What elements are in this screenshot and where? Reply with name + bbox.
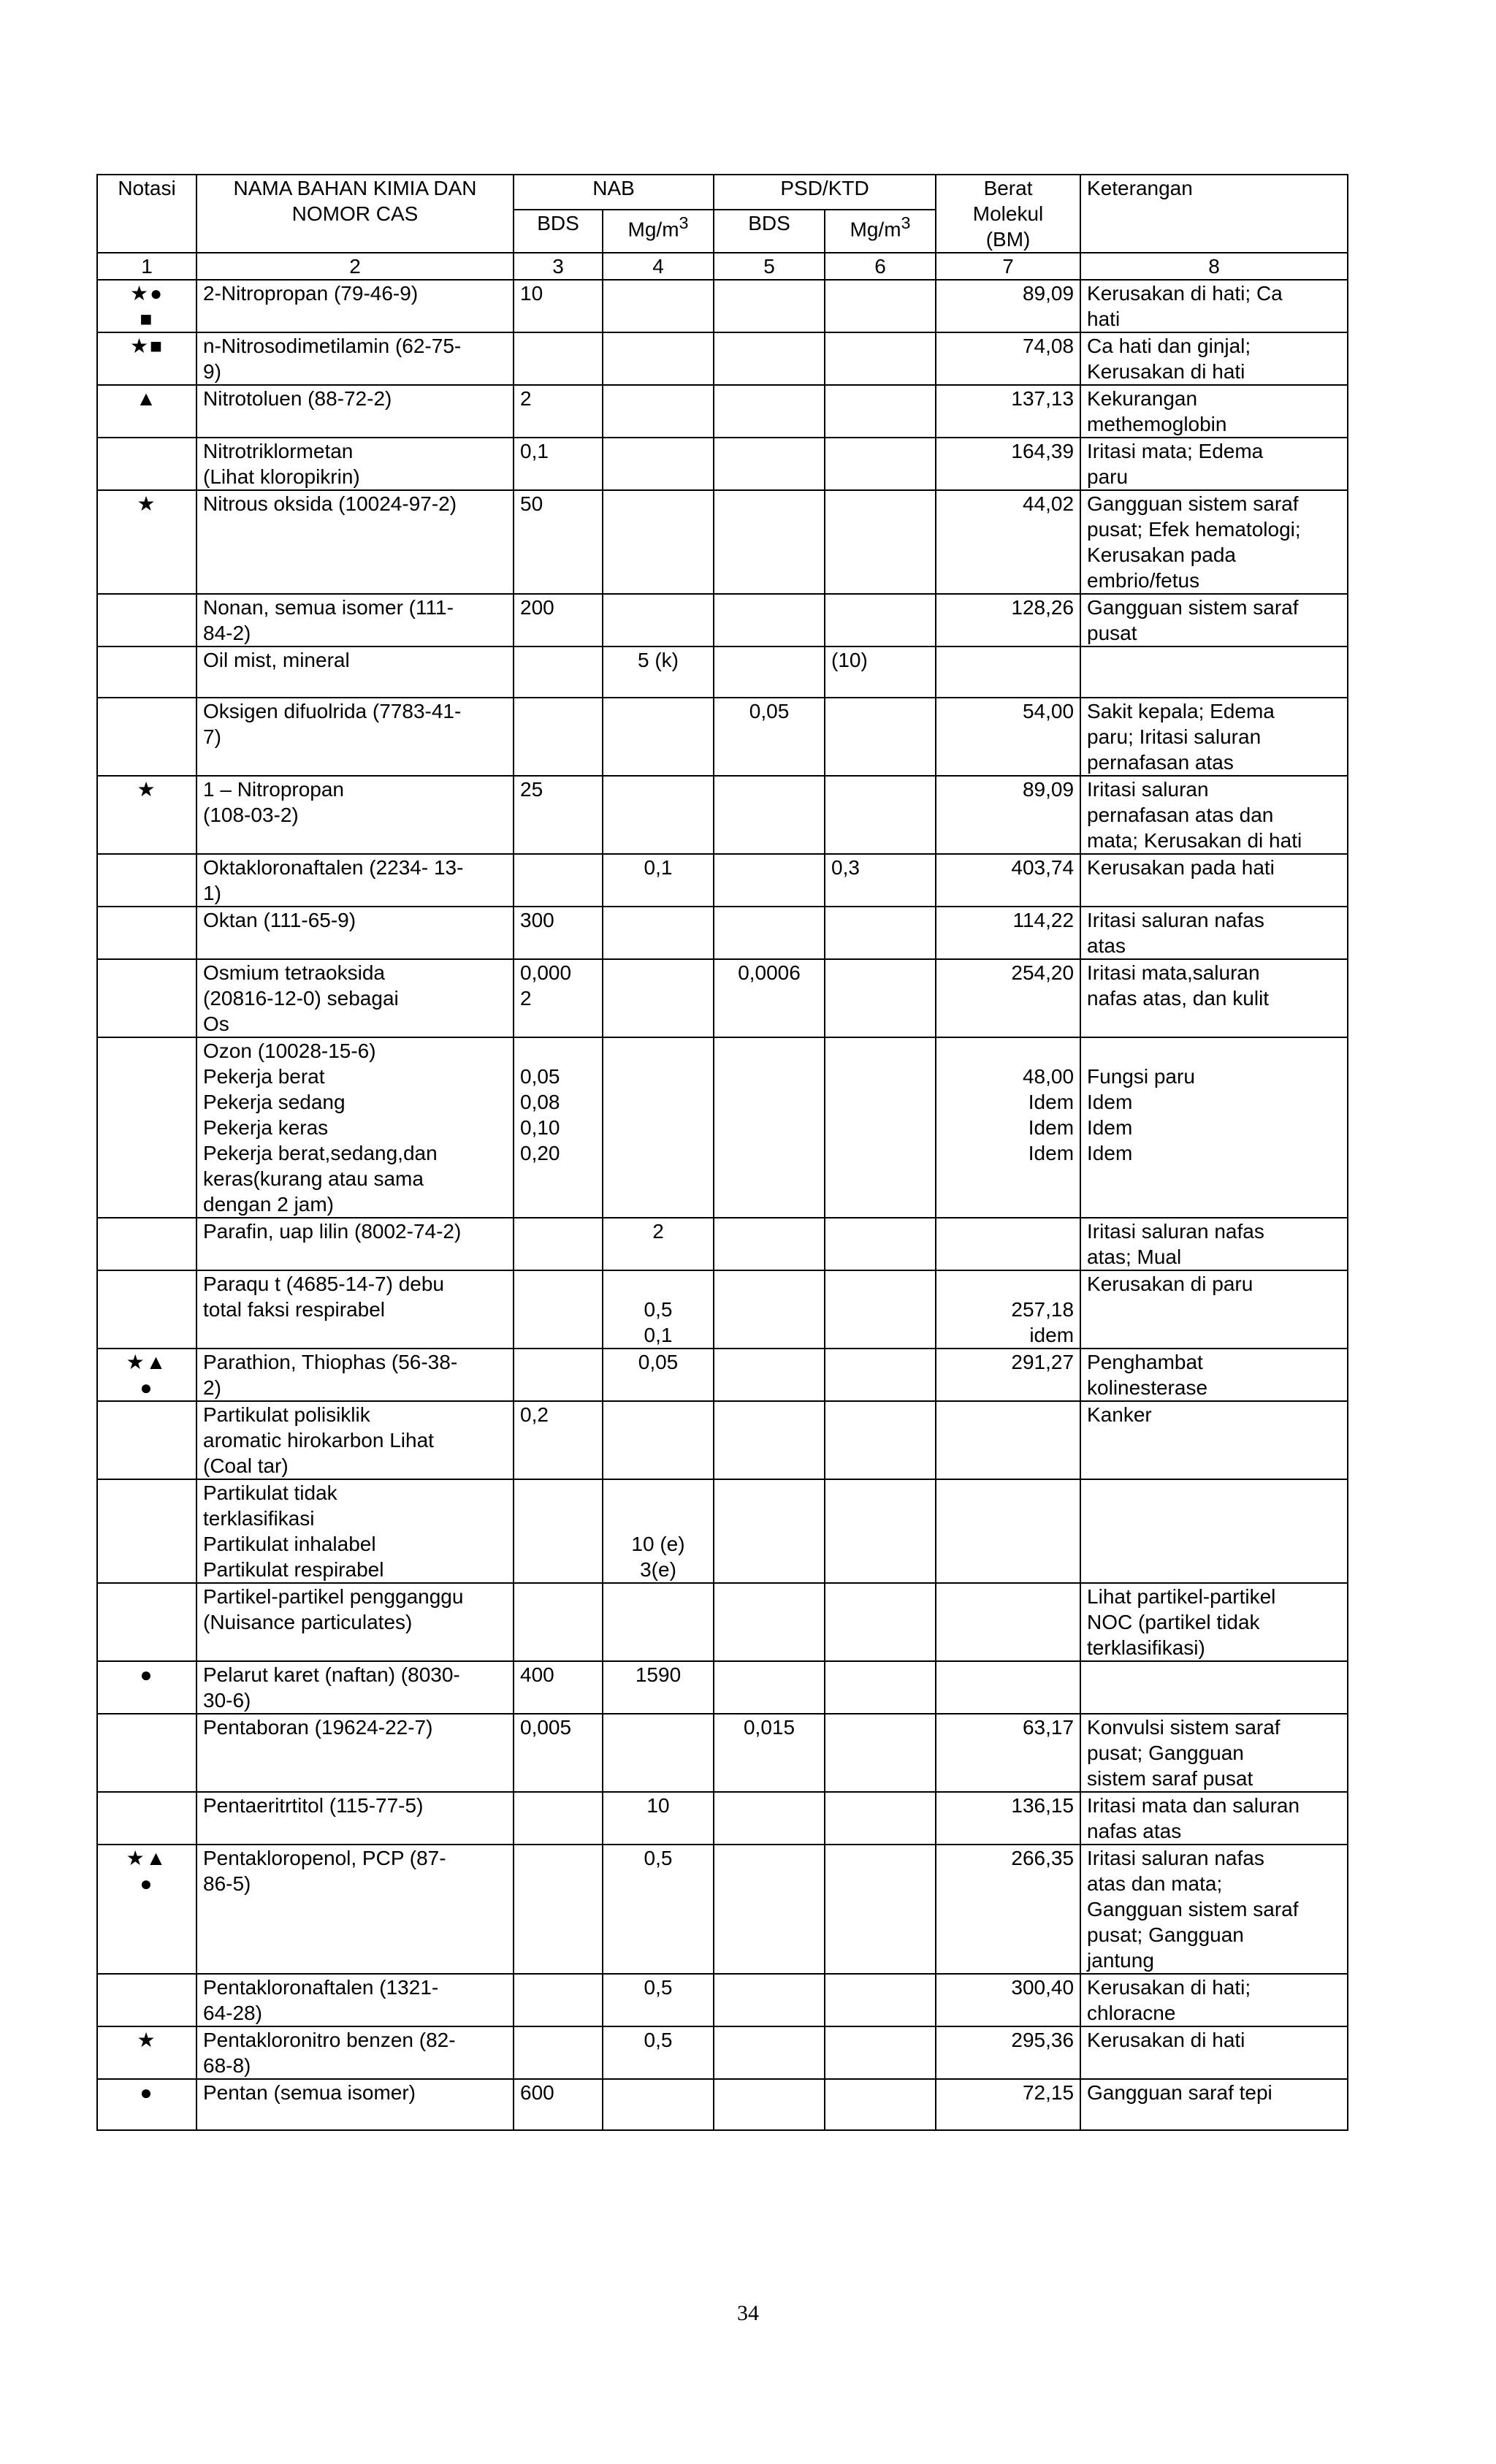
chemical-name: Parafin, uap lilin (8002-74-2) [196,1218,514,1270]
psd-mg-value: 0,3 [825,854,936,907]
remarks: Gangguan sistem saraf pusat [1080,594,1348,646]
notasi-symbols: ★ [97,776,196,854]
notasi-symbols [97,1270,196,1349]
nab-mg-value [603,385,714,438]
molecular-weight [936,1218,1080,1270]
remarks: Konvulsi sistem saraf pusat; Gangguan sistem saraf pusat [1080,1714,1348,1792]
psd-mg-value [825,332,936,385]
chemical-name: Nitrous oksida (10024-97-2) [196,490,514,594]
remarks: Iritasi mata dan saluran nafas atas [1080,1792,1348,1845]
psd-bds-value [714,2079,825,2130]
notasi-symbols [97,1974,196,2026]
psd-bds-value [714,2026,825,2079]
nab-mg-value [603,698,714,776]
remarks: Kerusakan di hati; chloracne [1080,1974,1348,2026]
notasi-symbols [97,1401,196,1479]
table-row [97,1349,1348,1401]
remarks: Penghambat kolinesterase [1080,1349,1348,1401]
remarks: Kerusakan di paru [1080,1270,1348,1349]
psd-bds-value [714,438,825,490]
table-row [97,776,1348,854]
header-psd: PSD/KTD [714,175,936,210]
remarks [1080,1479,1348,1583]
table-row [97,1583,1348,1661]
nab-bds-value: 600 [514,2079,603,2130]
chemical-name: Partikel-partikel pengganggu (Nuisance particulates) [196,1583,514,1661]
header-psd-bds: BDS [714,210,825,253]
header-berat: Berat Molekul (BM) [936,175,1080,253]
remarks: Kerusakan di hati; Ca hati [1080,280,1348,332]
psd-bds-value [714,776,825,854]
nab-mg-value [603,907,714,959]
nab-mg-value: 10 (e) 3(e) [603,1479,714,1583]
remarks: Iritasi saluran nafas atas; Mual [1080,1218,1348,1270]
psd-mg-value [825,1349,936,1401]
unit-superscript: 3 [901,213,911,233]
psd-bds-value [714,385,825,438]
nab-mg-value: 2 [603,1218,714,1270]
psd-mg-value [825,1270,936,1349]
chemical-name: Pelarut karet (naftan) (8030- 30-6) [196,1661,514,1714]
unit-superscript: 3 [679,213,689,233]
psd-mg-value [825,280,936,332]
notasi-symbols: ★▲ ● [97,1845,196,1974]
nab-bds-value [514,1270,603,1349]
nab-mg-value [603,959,714,1037]
table-row [97,854,1348,907]
table-row [97,646,1348,698]
psd-bds-value [714,280,825,332]
notasi-symbols [97,594,196,646]
psd-bds-value: 0,015 [714,1714,825,1792]
column-number: 1 [97,253,196,280]
remarks: Iritasi saluran nafas atas dan mata; Gangguan sistem saraf pusat; Gangguan jantung [1080,1845,1348,1974]
header-nab-bds: BDS [514,210,603,253]
molecular-weight: 164,39 [936,438,1080,490]
nab-bds-value: 50 [514,490,603,594]
nab-mg-value: 0,05 [603,1349,714,1401]
remarks: Ca hati dan ginjal; Kerusakan di hati [1080,332,1348,385]
nab-mg-value: 1590 [603,1661,714,1714]
chemical-name: Ozon (10028-15-6) Pekerja berat Pekerja sedang Pekerja keras Pekerja berat,sedang,dan keras(kurang atau sama dengan 2 jam) [196,1037,514,1218]
nab-bds-value [514,332,603,385]
psd-bds-value [714,1479,825,1583]
table-row [97,1270,1348,1349]
remarks: Kanker [1080,1401,1348,1479]
nab-mg-value [603,490,714,594]
table-row [97,490,1348,594]
notasi-symbols [97,438,196,490]
psd-bds-value: 0,05 [714,698,825,776]
chemical-name: 1 – Nitropropan (108-03-2) [196,776,514,854]
molecular-weight: 257,18 idem [936,1270,1080,1349]
psd-bds-value [714,907,825,959]
psd-bds-value [714,1037,825,1218]
remarks: Kekurangan methemoglobin [1080,385,1348,438]
unit-label: Mg/m [627,218,679,241]
header-nab: NAB [514,175,714,210]
nab-mg-value [603,280,714,332]
chemical-name: Parathion, Thiophas (56-38- 2) [196,1349,514,1401]
nab-mg-value: 10 [603,1792,714,1845]
molecular-weight: 128,26 [936,594,1080,646]
nab-mg-value [603,1714,714,1792]
molecular-weight: 48,00 Idem Idem Idem [936,1037,1080,1218]
psd-bds-value [714,594,825,646]
chemical-name: Pentakloronitro benzen (82- 68-8) [196,2026,514,2079]
nab-mg-value [603,1583,714,1661]
header-notasi: Notasi [97,175,196,253]
table-row [97,1479,1348,1583]
psd-bds-value [714,1270,825,1349]
column-number: 5 [714,253,825,280]
column-number: 8 [1080,253,1348,280]
remarks: Iritasi mata; Edema paru [1080,438,1348,490]
column-number: 7 [936,253,1080,280]
nab-bds-value: 300 [514,907,603,959]
nab-mg-value: 0,1 [603,854,714,907]
notasi-symbols: ★▲ ● [97,1349,196,1401]
table-row [97,280,1348,332]
column-number: 2 [196,253,514,280]
table-row [97,959,1348,1037]
molecular-weight: 300,40 [936,1974,1080,2026]
nab-bds-value [514,2026,603,2079]
nab-bds-value [514,1974,603,2026]
psd-bds-value [714,1401,825,1479]
chemical-name: Pentakloronaftalen (1321- 64-28) [196,1974,514,2026]
remarks [1080,1661,1348,1714]
chemical-name: Oktakloronaftalen (2234- 13- 1) [196,854,514,907]
chemical-exposure-table [96,174,1348,2131]
remarks: Iritasi saluran nafas atas [1080,907,1348,959]
psd-mg-value [825,1583,936,1661]
remarks: Kerusakan pada hati [1080,854,1348,907]
psd-mg-value [825,776,936,854]
molecular-weight: 44,02 [936,490,1080,594]
psd-bds-value [714,1974,825,2026]
chemical-name: Partikulat tidak terklasifikasi Partikulat inhalabel Partikulat respirabel [196,1479,514,1583]
notasi-symbols [97,1792,196,1845]
notasi-symbols: ● [97,2079,196,2130]
psd-mg-value [825,959,936,1037]
remarks: Iritasi mata,saluran nafas atas, dan kulit [1080,959,1348,1037]
psd-mg-value: (10) [825,646,936,698]
chemical-name: Pentaboran (19624-22-7) [196,1714,514,1792]
psd-mg-value [825,2026,936,2079]
unit-label: Mg/m [850,218,901,241]
psd-bds-value [714,490,825,594]
notasi-symbols: ★ [97,490,196,594]
nab-mg-value [603,594,714,646]
nab-mg-value: 0,5 [603,1845,714,1974]
nab-bds-value [514,1349,603,1401]
molecular-weight: 136,15 [936,1792,1080,1845]
notasi-symbols [97,907,196,959]
notasi-symbols: ▲ [97,385,196,438]
nab-bds-value: 10 [514,280,603,332]
notasi-symbols [97,1218,196,1270]
nab-mg-value [603,1401,714,1479]
molecular-weight: 137,13 [936,385,1080,438]
psd-bds-value [714,646,825,698]
notasi-symbols [97,698,196,776]
column-number: 6 [825,253,936,280]
nab-mg-value: 0,5 [603,1974,714,2026]
nab-mg-value [603,332,714,385]
molecular-weight: 114,22 [936,907,1080,959]
notasi-symbols [97,959,196,1037]
notasi-symbols [97,1583,196,1661]
page-number: 34 [737,2301,759,2325]
table-row [97,594,1348,646]
psd-mg-value [825,1661,936,1714]
molecular-weight: 403,74 [936,854,1080,907]
header-nab-mg [603,210,714,253]
nab-bds-value: 400 [514,1661,603,1714]
psd-bds-value [714,1218,825,1270]
nab-bds-value [514,854,603,907]
molecular-weight: 89,09 [936,280,1080,332]
nab-bds-value: 2 [514,385,603,438]
chemical-name: Pentan (semua isomer) [196,2079,514,2130]
molecular-weight [936,1479,1080,1583]
psd-mg-value [825,594,936,646]
notasi-symbols [97,854,196,907]
psd-mg-value [825,907,936,959]
psd-mg-value [825,1714,936,1792]
nab-bds-value [514,646,603,698]
chemical-name: Oil mist, mineral [196,646,514,698]
nab-bds-value [514,1792,603,1845]
remarks: Kerusakan di hati [1080,2026,1348,2079]
nab-bds-value [514,1218,603,1270]
nab-bds-value [514,698,603,776]
psd-mg-value [825,1974,936,2026]
molecular-weight: 54,00 [936,698,1080,776]
chemical-name: Oktan (111-65-9) [196,907,514,959]
nab-bds-value: 0,005 [514,1714,603,1792]
nab-mg-value [603,2079,714,2130]
chemical-name: n-Nitrosodimetilamin (62-75- 9) [196,332,514,385]
column-number: 4 [603,253,714,280]
psd-mg-value [825,2079,936,2130]
table-row [97,907,1348,959]
nab-bds-value [514,1845,603,1974]
remarks: Iritasi saluran pernafasan atas dan mata; Kerusakan di hati [1080,776,1348,854]
column-number-row [97,253,1348,280]
table-row [97,332,1348,385]
notasi-symbols: ★ [97,2026,196,2079]
remarks: Gangguan sistem saraf pusat; Efek hematologi; Kerusakan pada embrio/fetus [1080,490,1348,594]
table-row [97,1218,1348,1270]
psd-mg-value [825,1845,936,1974]
psd-mg-value [825,1479,936,1583]
psd-bds-value [714,1583,825,1661]
notasi-symbols [97,646,196,698]
column-number: 3 [514,253,603,280]
nab-bds-value: 0,05 0,08 0,10 0,20 [514,1037,603,1218]
table-row [97,2079,1348,2130]
molecular-weight: 72,15 [936,2079,1080,2130]
molecular-weight: 266,35 [936,1845,1080,1974]
table-row [97,2026,1348,2079]
psd-mg-value [825,1218,936,1270]
psd-bds-value [714,854,825,907]
psd-bds-value: 0,0006 [714,959,825,1037]
header-row-top [97,175,1348,210]
molecular-weight: 291,27 [936,1349,1080,1401]
nab-mg-value: 0,5 0,1 [603,1270,714,1349]
table-row [97,1037,1348,1218]
nab-bds-value: 0,000 2 [514,959,603,1037]
chemical-name: Pentaeritrtitol (115-77-5) [196,1792,514,1845]
molecular-weight [936,1401,1080,1479]
table-row [97,1792,1348,1845]
remarks: Fungsi paru Idem Idem Idem [1080,1037,1348,1218]
chemical-name: 2-Nitropropan (79-46-9) [196,280,514,332]
table-row [97,1661,1348,1714]
chemical-name: Pentakloropenol, PCP (87- 86-5) [196,1845,514,1974]
table-row [97,1845,1348,1974]
psd-bds-value [714,1792,825,1845]
nab-bds-value: 200 [514,594,603,646]
remarks: Gangguan saraf tepi [1080,2079,1348,2130]
chemical-name: Osmium tetraoksida (20816-12-0) sebagai Os [196,959,514,1037]
header-psd-mg [825,210,936,253]
notasi-symbols [97,1479,196,1583]
table-row [97,1401,1348,1479]
nab-mg-value [603,438,714,490]
chemical-name: Nitrotriklormetan (Lihat kloropikrin) [196,438,514,490]
psd-bds-value [714,1661,825,1714]
psd-bds-value [714,1349,825,1401]
notasi-symbols: ● [97,1661,196,1714]
table-row [97,385,1348,438]
notasi-symbols: ★■ [97,332,196,385]
chemical-name: Nitrotoluen (88-72-2) [196,385,514,438]
molecular-weight: 89,09 [936,776,1080,854]
table-row [97,1974,1348,2026]
remarks [1080,646,1348,698]
molecular-weight [936,646,1080,698]
table-row [97,1714,1348,1792]
nab-bds-value: 25 [514,776,603,854]
nab-mg-value [603,1037,714,1218]
nab-mg-value [603,776,714,854]
molecular-weight [936,1661,1080,1714]
molecular-weight: 295,36 [936,2026,1080,2079]
psd-bds-value [714,1845,825,1974]
nab-bds-value [514,1583,603,1661]
psd-mg-value [825,1037,936,1218]
notasi-symbols [97,1714,196,1792]
remarks: Lihat partikel-partikel NOC (partikel tidak terklasifikasi) [1080,1583,1348,1661]
psd-mg-value [825,438,936,490]
table-row [97,438,1348,490]
psd-mg-value [825,490,936,594]
psd-mg-value [825,1792,936,1845]
chemical-name: Partikulat polisiklik aromatic hirokarbon Lihat (Coal tar) [196,1401,514,1479]
nab-mg-value: 5 (k) [603,646,714,698]
psd-mg-value [825,698,936,776]
chemical-name: Oksigen difuolrida (7783-41- 7) [196,698,514,776]
header-keterangan: Keterangan [1080,175,1348,253]
nab-mg-value: 0,5 [603,2026,714,2079]
psd-bds-value [714,332,825,385]
table-row [97,698,1348,776]
nab-bds-value: 0,2 [514,1401,603,1479]
chemical-name: Paraqu t (4685-14-7) debu total faksi respirabel [196,1270,514,1349]
nab-bds-value [514,1479,603,1583]
notasi-symbols: ★● ■ [97,280,196,332]
molecular-weight: 254,20 [936,959,1080,1037]
psd-mg-value [825,385,936,438]
molecular-weight [936,1583,1080,1661]
psd-mg-value [825,1401,936,1479]
molecular-weight: 63,17 [936,1714,1080,1792]
chemical-name: Nonan, semua isomer (111- 84-2) [196,594,514,646]
molecular-weight: 74,08 [936,332,1080,385]
remarks: Sakit kepala; Edema paru; Iritasi saluran pernafasan atas [1080,698,1348,776]
notasi-symbols [97,1037,196,1218]
header-nama: NAMA BAHAN KIMIA DAN NOMOR CAS [196,175,514,253]
nab-bds-value: 0,1 [514,438,603,490]
